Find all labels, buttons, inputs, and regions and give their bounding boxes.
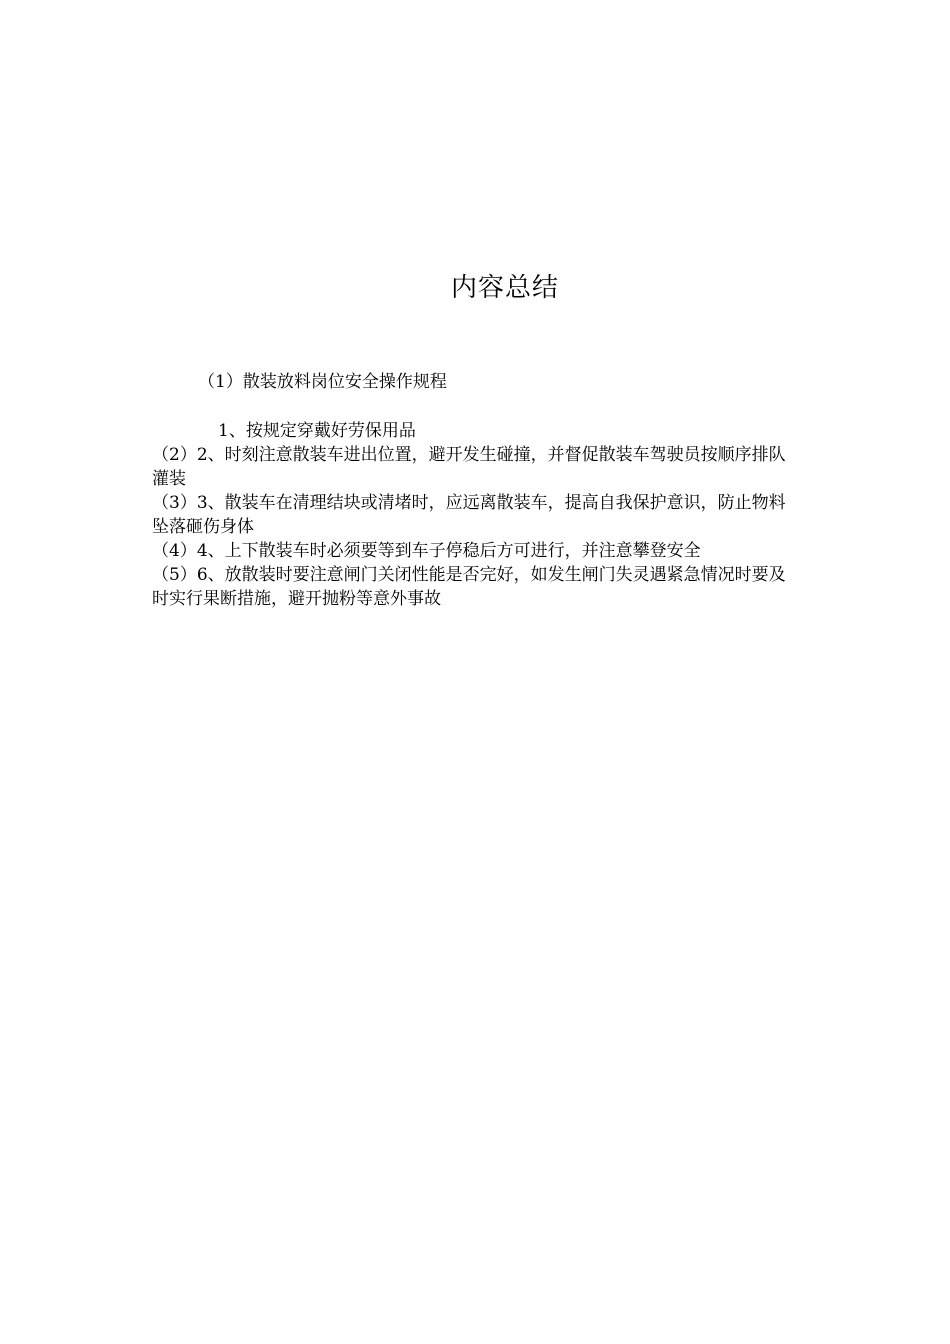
- document-body: [152, 370, 802, 611]
- section-heading: （1）散装放料岗位安全操作规程: [198, 372, 447, 392]
- list-item-1: 1、按规定穿戴好劳保用品: [218, 421, 416, 441]
- list-item-5: （5）6、放散装时要注意闸门关闭性能是否完好，如发生闸门失灵遇紧急情况时要及时实行果断措施，避开抛粉等意外事故: [152, 565, 786, 609]
- list-item-4: （4）4、上下散装车时必须要等到车子停稳后方可进行，并注意攀登安全: [152, 541, 701, 561]
- list-item-2: （2）2、时刻注意散装车进出位置，避开发生碰撞，并督促散装车驾驶员按顺序排队灌装: [152, 445, 786, 489]
- page-title: 内容总结: [450, 273, 559, 303]
- list-item-3: （3）3、散装车在清理结块或清堵时，应远离散装车，提高自我保护意识，防止物料坠落砸伤身体: [152, 493, 786, 537]
